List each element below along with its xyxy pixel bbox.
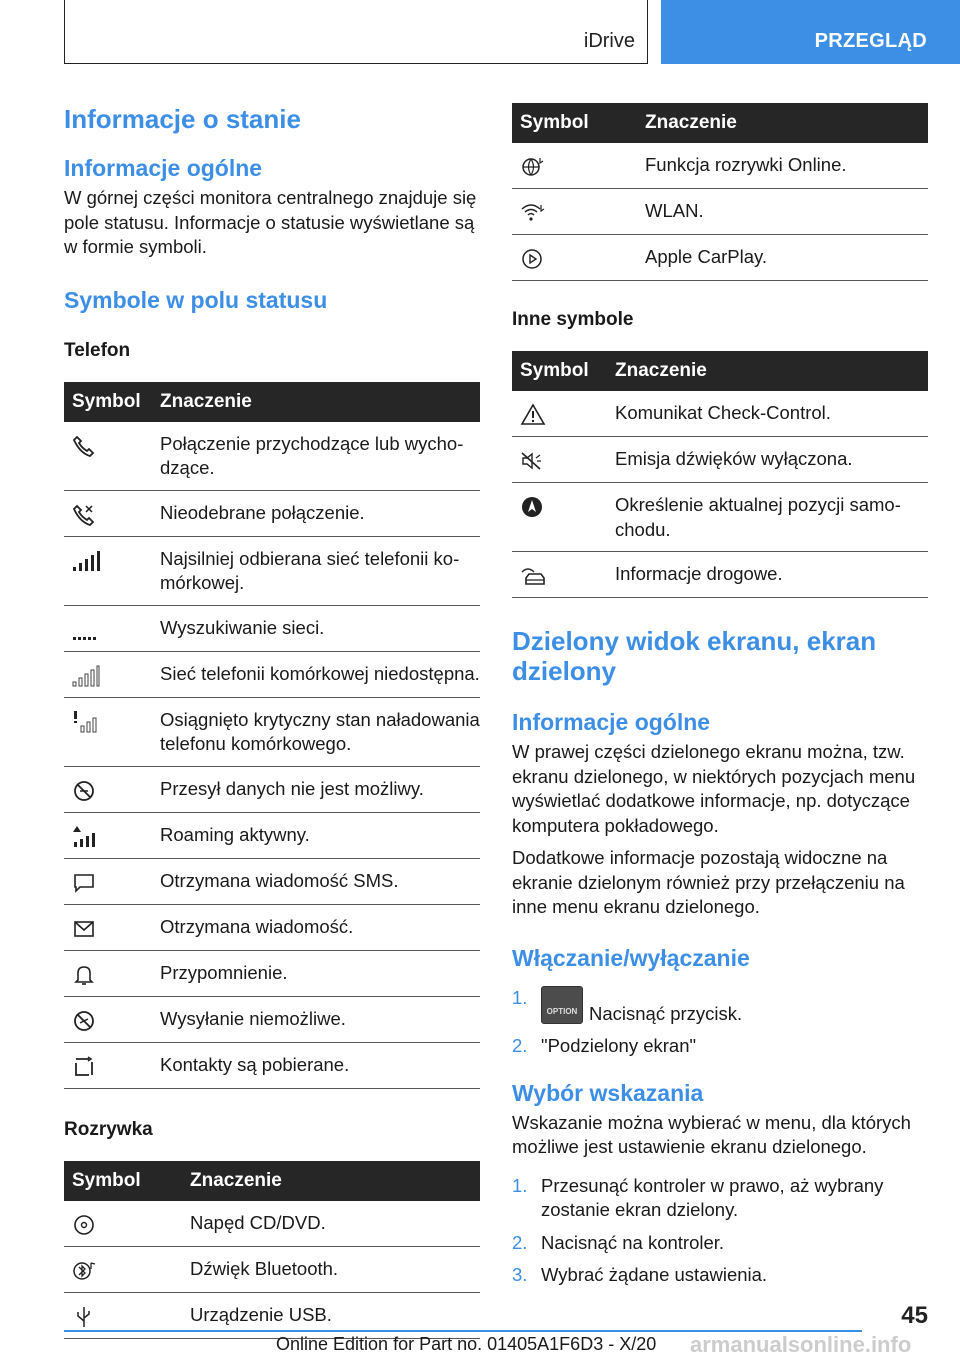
row-text: Otrzymana wiadomość. (152, 904, 480, 950)
option-button-icon (541, 986, 583, 1024)
phone-missed-icon (72, 503, 96, 527)
step-text: Wybrać żądane ustawienia. (541, 1264, 768, 1285)
contacts-loading-icon (72, 1055, 96, 1079)
step-text: "Podzielony ekran" (541, 1035, 697, 1056)
table-row (64, 605, 480, 651)
step-number: 3. (512, 1264, 528, 1285)
row-text: Urządzenie USB. (182, 1292, 480, 1338)
rozrywka-heading: Rozrywka (64, 1118, 153, 1140)
row-text: Wysyłanie niemożliwe. (152, 996, 480, 1042)
row-text: Wyszukiwanie sieci. (152, 605, 480, 651)
table-row (64, 766, 480, 812)
signal-none-icon (72, 664, 100, 688)
table-row (64, 812, 480, 858)
row-text: Połączenie przychodzące lub wychodzące. (152, 422, 480, 491)
bluetooth-audio-icon (72, 1259, 96, 1283)
list-item (512, 1034, 928, 1059)
row-text: Przypomnienie. (152, 950, 480, 996)
row-text: Osiągnięto krytyczny stan naładowania telefonu komórkowego. (152, 697, 480, 766)
row-text: Komunikat Check-Control. (607, 391, 928, 437)
table-row (64, 490, 480, 536)
table-row (512, 552, 928, 598)
subsection-general: Informacje ogólne (64, 155, 263, 181)
subsection-status-symbols: Symbole w polu statusu (64, 286, 328, 313)
position-icon (520, 495, 544, 519)
col-symbol: Symbol (64, 382, 152, 422)
section-title: Informacje o stanie (64, 104, 301, 134)
header-chapter-tab[interactable] (661, 0, 960, 64)
network-search-icon (72, 618, 96, 642)
table-row (64, 422, 480, 491)
row-text: Funkcja rozrywki Online. (637, 143, 928, 189)
no-data-icon (72, 779, 96, 803)
split-general-heading: Informacje ogólne (512, 709, 711, 735)
col-meaning: Znaczenie (182, 1161, 480, 1201)
right-column (512, 103, 928, 1296)
signal-strong-icon (72, 549, 100, 573)
row-text: Przesył danych nie jest możliwy. (152, 766, 480, 812)
page-number: 45 (901, 1302, 928, 1329)
split-paragraph-1: W prawej części dzielonego ekranu można, tzw. ekranu dzielonego, w niektórych pozycjach menu wyświetlać dodatkowe informacje, np. dotyczące komputera pokładowego. (512, 741, 916, 836)
bell-icon (72, 963, 96, 987)
table-row (64, 904, 480, 950)
row-text: Emisja dźwięków wyłączona. (607, 437, 928, 483)
table-row (64, 1042, 480, 1088)
table-row (64, 1201, 480, 1247)
step-number: 2. (512, 1231, 528, 1253)
send-failed-icon (72, 1009, 96, 1033)
row-text: Kontakty są pobierane. (152, 1042, 480, 1088)
table-row (512, 437, 928, 483)
rozrywka-table (64, 1161, 480, 1339)
inne-heading: Inne symbole (512, 309, 634, 330)
phone-call-icon (72, 434, 96, 458)
online-entertainment-icon (520, 155, 544, 179)
entertainment-table-cont (512, 103, 928, 281)
table-row (64, 697, 480, 766)
mute-icon (520, 449, 544, 473)
header-section: iDrive (583, 30, 635, 52)
mail-icon (72, 917, 96, 941)
table-row (64, 950, 480, 996)
step-text: Nacisnąć na kontroler. (541, 1231, 725, 1253)
row-text: Apple CarPlay. (637, 235, 928, 281)
col-meaning: Znaczenie (152, 382, 480, 422)
table-row (64, 651, 480, 697)
col-symbol: Symbol (64, 1161, 182, 1201)
watermark: armanualsonline.info (690, 1332, 912, 1357)
table-row (512, 189, 928, 235)
row-text: Dźwięk Bluetooth. (182, 1246, 480, 1292)
col-symbol: Symbol (512, 103, 637, 143)
split-screen-title: Dzielony widok ekranu, ekran dzielony (512, 626, 877, 686)
col-meaning: Znaczenie (607, 351, 928, 391)
step-text: Przesunąć kontroler w prawo, aż wybrany zostanie ekran dzielony. (541, 1174, 884, 1220)
select-view-paragraph: Wskazanie można wybierać w menu, dla których możliwe jest ustawienie ekranu dzielonego. (512, 1111, 911, 1157)
list-item (512, 1174, 928, 1223)
step-number: 1. (512, 1174, 528, 1196)
left-column (64, 104, 480, 1339)
roaming-icon (72, 825, 100, 849)
col-meaning: Znaczenie (637, 103, 928, 143)
table-row (512, 391, 928, 437)
split-paragraph-2: Dodatkowe informacje pozostają widoczne na ekranie dzielonym również przy przełączeniu na inne menu ekranu dzielonego. (512, 847, 905, 917)
row-text: Otrzymana wiadomość SMS. (152, 858, 480, 904)
step-number: 1. (512, 986, 528, 1008)
disc-icon (72, 1213, 96, 1237)
option-button-label: OPTION (546, 1006, 578, 1016)
table-row (64, 536, 480, 605)
intro-paragraph: W górnej części monitora centralnego znajduje się pole statusu. Informacje o statusie wyświetlane są w formie symboli. (64, 187, 477, 257)
row-text: Roaming aktywny. (152, 812, 480, 858)
battery-critical-icon (72, 710, 100, 734)
table-row (64, 1246, 480, 1292)
step-number: 2. (512, 1035, 528, 1056)
table-row (512, 235, 928, 281)
step-text: Nacisnąć przycisk. (589, 1002, 743, 1024)
row-text: Sieć telefonii komórkowej niedostępna. (152, 651, 480, 697)
row-text: WLAN. (637, 189, 928, 235)
wlan-icon (520, 201, 546, 225)
table-row (512, 143, 928, 189)
telefon-heading: Telefon (64, 339, 131, 361)
table-row (64, 858, 480, 904)
usb-icon (72, 1305, 96, 1329)
onoff-steps (512, 986, 928, 1059)
inne-table (512, 351, 928, 598)
carplay-icon (520, 247, 544, 271)
sms-icon (72, 871, 96, 895)
row-text: Napęd CD/DVD. (182, 1201, 480, 1247)
onoff-heading: Włączanie/wyłączanie (512, 944, 750, 971)
warning-icon (520, 403, 546, 427)
table-row (64, 996, 480, 1042)
traffic-info-icon (520, 564, 548, 588)
select-steps (512, 1174, 928, 1288)
header-section-box (64, 0, 648, 64)
telefon-table (64, 382, 480, 1089)
row-text: Określenie aktualnej pozycji samochodu. (607, 483, 928, 552)
row-text: Najsilniej odbierana sieć telefonii komórkowej. (152, 536, 480, 605)
list-item (512, 1263, 928, 1288)
col-symbol: Symbol (512, 351, 607, 391)
header-chapter: PRZEGLĄD (814, 30, 927, 52)
list-item (512, 1231, 928, 1256)
list-item (512, 986, 928, 1027)
select-view-heading: Wybór wskazania (512, 1079, 704, 1106)
row-text: Nieodebrane połączenie. (152, 490, 480, 536)
row-text: Informacje drogowe. (607, 552, 928, 598)
table-row (512, 483, 928, 552)
footer-edition: Online Edition for Part no. 01405A1F6D3 - X/20 (276, 1334, 657, 1354)
